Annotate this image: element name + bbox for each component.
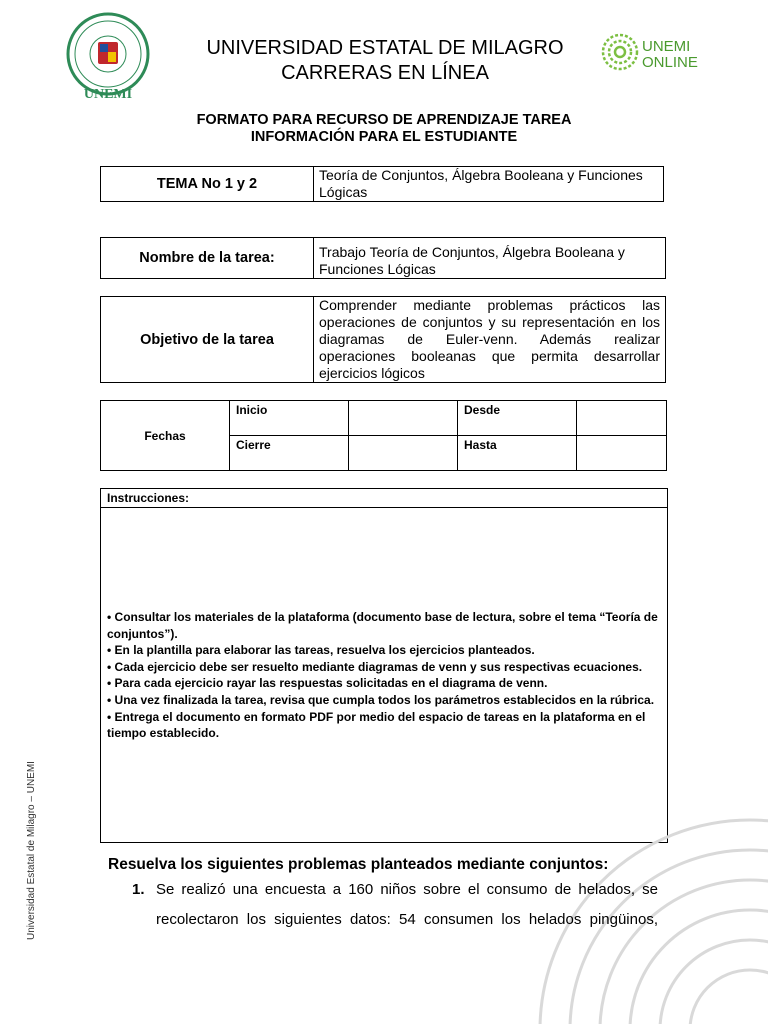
problem-1-number: 1. [132,881,145,898]
fechas-label: Fechas [101,401,230,471]
objetivo-table [100,296,666,383]
instruction-item: • Cada ejercicio debe ser resuelto mediante diagramas de venn y sus respectivas ecuaciones. [107,659,643,674]
tema-table [100,166,664,202]
instruction-item: • Para cada ejercicio rayar las respuestas solicitadas en el diagrama de venn. [107,676,548,691]
instruction-item: • En la plantilla para elaborar las tareas, resuelva los ejercicios planteados. [107,643,535,658]
instruction-item: • Una vez finalizada la tarea, revisa que cumpla todos los parámetros establecidos en la rúbrica. [107,692,655,707]
nombre-table [100,237,666,279]
unemi-online-logo [600,32,710,74]
hasta-value[interactable] [577,436,667,471]
fechas-table [100,400,667,471]
tema-value: Teoría de Conjuntos, Álgebra Booleana y Funciones Lógicas [314,167,664,202]
tema-label: TEMA No 1 y 2 [101,167,314,202]
instruction-item: • Entrega el documento en formato PDF por medio del espacio de tareas en la plataforma en el tiempo establecido. [107,709,646,741]
instruction-item: • Consultar los materiales de la plataforma (documento base de lectura, sobre el tema “Teoría de conjuntos”). [107,610,658,641]
unemi-seal-logo [60,12,156,102]
hasta-label: Hasta [458,436,577,471]
nombre-value: Trabajo Teoría de Conjuntos, Álgebra Booleana y Funciones Lógicas [314,238,666,279]
nombre-label: Nombre de la tarea: [101,238,314,279]
problem-1-line2: recolectaron los siguientes datos: 54 consumen los helados pingüinos, [156,911,658,928]
desde-label: Desde [458,401,577,436]
cierre-value[interactable] [349,436,458,471]
problems-heading: Resuelva los siguientes problemas planteados mediante conjuntos: [108,856,609,873]
inicio-value[interactable] [349,401,458,436]
university-name: UNIVERSIDAD ESTATAL DE MILAGRO [206,37,564,59]
objetivo-label: Objetivo de la tarea [101,297,314,383]
online-logo-top: UNEMI [642,38,691,55]
desde-value[interactable] [577,401,667,436]
online-logo-bottom: ONLINE [642,54,698,71]
document-title-line2: INFORMACIÓN PARA EL ESTUDIANTE [250,129,518,145]
program-name: CARRERAS EN LÍNEA [281,62,489,84]
cierre-label: Cierre [230,436,349,471]
objetivo-value: Comprender mediante problemas prácticos las operaciones de conjuntos y su representación en los diagramas de Euler-venn. Además realizar operaciones booleanas que permita desarrollar ejercicios lógicos [314,297,666,383]
inicio-label: Inicio [230,401,349,436]
document-title-line1: FORMATO PARA RECURSO DE APRENDIZAJE TAREA [196,112,572,128]
instructions-list [107,609,661,742]
instructions-box [100,488,668,843]
vertical-footer-text: Universidad Estatal de Milagro – UNEMI [26,761,37,940]
seal-brand-text: UNEMI [83,87,133,102]
problem-1-line1: Se realizó una encuesta a 160 niños sobre el consumo de helados, se [156,881,658,898]
instructions-label: Instrucciones: [101,489,667,508]
